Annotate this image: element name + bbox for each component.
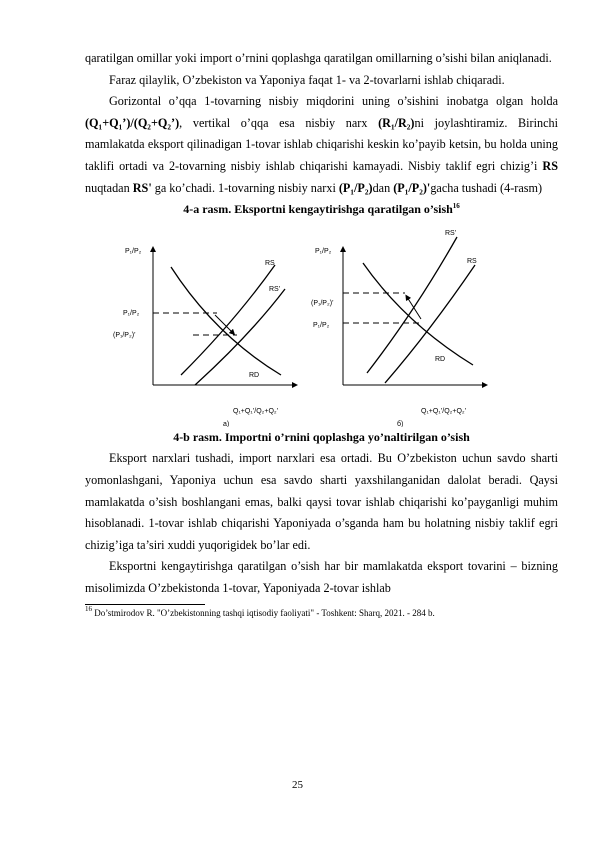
graph-b-panel-label: б) [397,420,404,427]
formula-quantity: (Q₁+Q₁’)/(Q₂+Q₂’) [85,115,180,130]
text-run: gacha tushadi (4-rasm) [430,180,543,195]
formula-price: (R₁/R₂) [378,115,415,130]
paragraph-1: Faraz qilaylik, O’zbekiston va Yaponiya faqat 1- va 2-tovarlarni ishlab chiqaradi. [109,72,505,87]
text-run: ni joylashtiramiz. Birinchi mamlakatda eksport qilinadigan 1-tovar ishlab chiqarishi keskin ko’payib ketsin, bu holda uning taklifi ortadi va 2-tovarning nisbiy ishlab chiqarishi kamayadi. Nisbiy taklif egri chizig’i [85,115,558,173]
graph-a-rs-prime-curve [195,289,285,385]
graph-b [311,230,485,427]
graph-a-price-prime-label: (P₁/P₂)’ [113,331,136,339]
graph-b-rs-prime-label: RS’ [445,229,457,237]
text-run: dan [372,180,394,195]
graph-a-panel-label: a) [223,420,230,427]
supply-demand-diagram [85,223,558,427]
graph-a-rs-prime-label: RS’ [269,285,281,293]
paragraph-3: Eksport narxlari tushadi, import narxlari esa ortadi. Bu O’zbekiston uchun savdo sharti yomonlashgani, Yaponiya uchun esa savdo sharti yaxshilanganidan dalolat beradi. Qaysi mamlakatda o’sish boshlangani emas, balki qaysi tovar ishlab chiqarishi ko’payganligi muhim hisoblanadi. 1-tovar ishlab chiqarishi Yaponiyada o’sganda ham bu holatning nisbiy taklif egri chizig’iga ta’siri xuddi yuqorigidek bo’lar edi. [85,451,558,552]
graph-a-x-label: Q₁+Q₁’/Q₂+Q₂’ [233,407,279,415]
text-run: Gorizontal o’qqa 1-tovarning nisbiy miqdorini uning o’sishini inobatga olgan holda [109,94,558,109]
term-price: (P₁/P₂) [338,180,373,195]
graph-b-y-label: P₁/P₂ [315,247,332,255]
graph-a-rs-label: RS [265,259,275,267]
graph-a-rd-label: RD [249,371,260,379]
graph-b-price-prime-label: (P₁/P₂)’ [311,299,334,307]
graph-b-x-label: Q₁+Q₁’/Q₂+Q₂’ [421,407,467,415]
term-rs: RS [542,158,558,173]
footnote [85,604,558,619]
graph-a-price-label: P₁/P₂ [123,309,140,317]
text-run: , vertikal o’qqa esa nisbiy narx [179,115,379,130]
paragraph-2 [85,91,558,199]
graph-a-shift-arrow [215,315,233,333]
term-rs-prime: RS' [132,180,152,195]
paragraph-0: qaratilgan omillar yoki import o’rnini qoplashga qaratilgan omillarning o’sishi bilan aniqlanadi. [85,51,552,65]
footnote-divider [85,604,205,605]
figure-caption-a [85,199,558,221]
term-price-prime: (P₁/P₂)' [393,180,431,195]
figure-caption-b: 4-b rasm. Importni o’rnini qoplashga yo’naltirilgan o’sish [173,429,470,444]
caption-text: 4-a rasm. Eksportni kengaytirishga qaratilgan o’sish [183,202,453,217]
footnote-text: Do’stmirodov R. "O’zbekistonning tashqi iqtisodiy faoliyati" - Toshkent: Sharq, 2021. - 284 b. [92,607,435,618]
text-run: nuqtadan [85,180,133,195]
graph-a-rs-curve [181,265,275,375]
graph-a-rd-curve [171,267,281,375]
page-number: 25 [292,779,303,791]
graph-a-y-label: P₁/P₂ [125,247,142,255]
footnote-ref: 16 [452,202,460,211]
text-run: ga ko’chadi. 1-tovarning nisbiy narxi [151,180,339,195]
document-page [85,48,558,619]
paragraph-4: Eksportni kengaytirishga qaratilgan o’sish har bir mamlakatda eksport tovarini – bizning misolimizda O’zbekistonda 1-tovar, Yaponiyada 2-tovar ishlab [85,559,558,595]
graph-b-price-label: P₁/P₂ [313,321,330,329]
graph-a [113,248,295,427]
footnote-mark: 16 [85,604,92,613]
graph-b-rs-label: RS [467,257,477,265]
graph-b-rd-label: RD [435,355,446,363]
figure-graphs [85,223,558,427]
